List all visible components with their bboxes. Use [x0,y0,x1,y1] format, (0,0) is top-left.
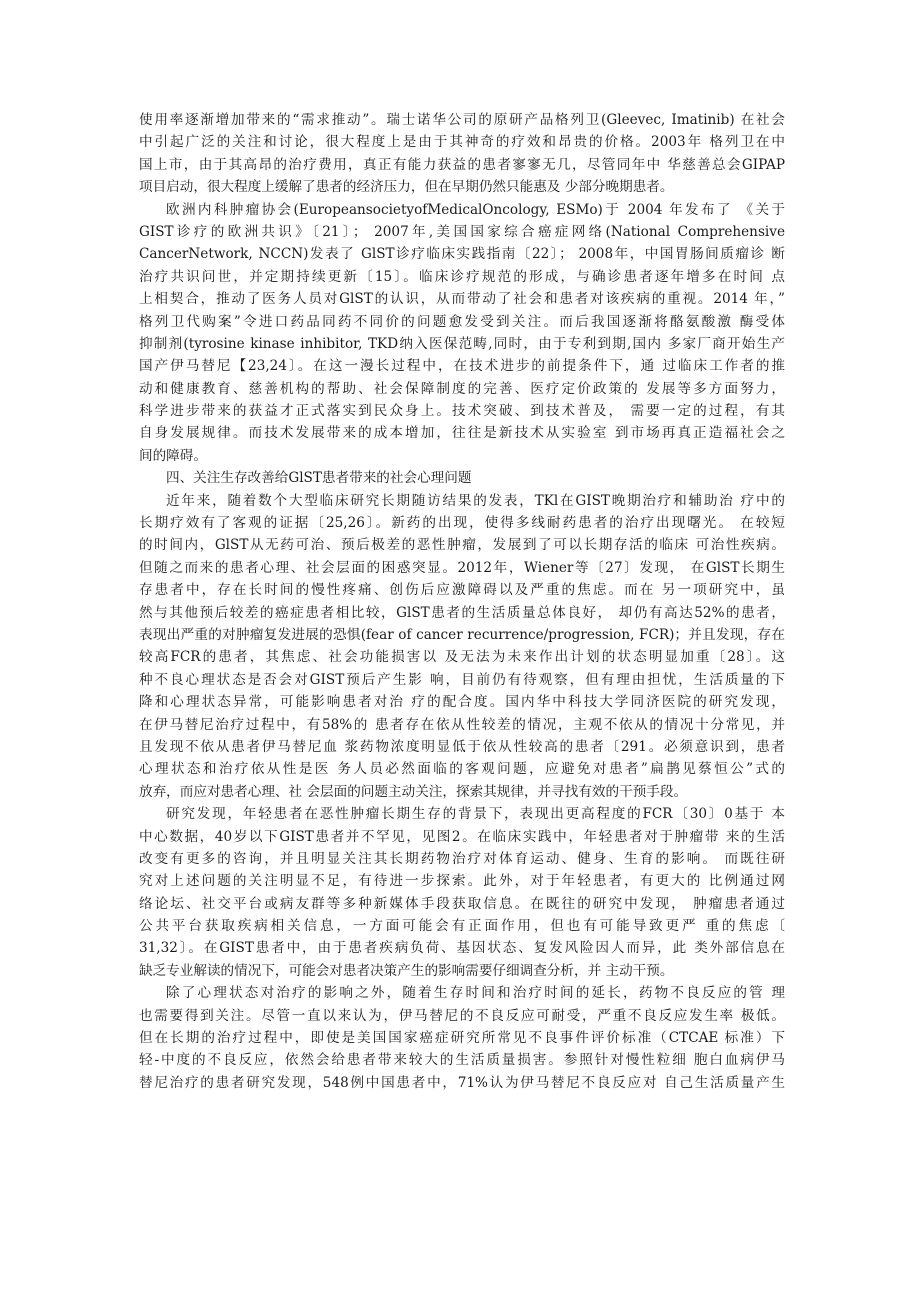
text-line: 长期疗效有了客观的证据〔25,26〕。新药的出现，使得多线耐药患者的治疗出现曙光。 在较短 [139,515,785,532]
text-line: 间的障碍。 [139,447,207,464]
text-line: 络论坛、社交平台或病友群等多种新媒体手段获取信息。在既往的研究中发现， 肿瘤患者通过 [139,895,785,912]
text-line: GIST诊疗的欧洲共识》〔21〕； 2007年,美国国家综合癌症网络(National Comprehensive [139,223,785,240]
text-line: 格列卫代购案”令进口药品同药不同价的问题愈发受到关注。而后我国逐渐将酪氨酸激 酶受体 [139,313,785,330]
text-line: 国上市，由于其高昂的治疗费用，真正有能力获益的患者寥寥无几，尽管同年中 华慈善总会GIPAP [139,156,785,173]
text-line: 放弃，而应对患者心理、社 会层面的问题主动关注，探索其规律，并寻找有效的干预手段。 [139,783,688,800]
text-line: 项目启动，很大程度上缓解了患者的经济压力，但在早期仍然只能惠及 少部分晚期患者。 [139,179,674,196]
text-line: 近年来，随着数个大型临床研究长期随访结果的发表，TKl在GIST晚期治疗和辅助治 疗中的 [166,492,785,509]
text-line: 心理状态和治疗依从性是医 务人员必然面临的客观问题，应避免对患者”扁鹊见蔡恒公”式的 [139,761,785,778]
text-line: 降和心理状态异常，可能影响患者对治 疗的配合度。国内华中科技大学同济医院的研究发现， [139,694,785,711]
text-line: 动和健康教育、慈善机构的帮助、社会保障制度的完善、医疗定价政策的 发展等多方面努力， [139,380,785,397]
text-line: 科学进步带来的获益才正式落实到民众身上。技术突破、到技术普及， 需要一定的过程，有其 [139,403,785,420]
document-body [139,109,785,1094]
text-line: 缺乏专业解读的情况下，可能会对患者决策产生的影响需要仔细调查分析，并 主动干预。 [139,962,674,979]
text-line: 种不良心理状态是否会对GIST预后产生影 响，目前仍有待观察，但有理由担忧，生活质量的下 [139,671,785,688]
text-line: 存患者中，存在长时间的慢性疼痛、创伤后应激障碍以及严重的焦虑。而在 另一项研究中，虽 [139,582,785,599]
text-line: 但在长期的治疗过程中，即使是美国国家癌症研究所常见不良事件评价标准（CTCAE 标准）下 [139,1030,785,1047]
text-line: 中引起广泛的关注和讨论，很大程度上是由于其神奇的疗效和昂贵的价格。2003年 格列卫在中 [139,134,785,151]
paragraph [139,199,785,468]
text-line: 31,32〕。在GIST患者中，由于患者疾病负荷、基因状态、复发风险因人而异，此 类外部信息在 [139,940,785,957]
text-line: 然与其他预后较差的癌症患者相比较，GlST患者的生活质量总体良好， 却仍有高达52%的患者， [139,604,785,621]
text-line: 但随之而来的患者心理、社会层面的困惑突显。2012年，Wiener等〔27〕发现， 在GlST长期生 [139,559,785,576]
text-line: 抑制剂(tyrosine kinase inhibitor, TKD纳入医保范畴,同时，由于专利到期,国内 多家厂商开始生产 [139,335,785,352]
text-line: 中心数据，40岁以下GIST患者并不罕见，见图2。在临床实践中，年轻患者对于肿瘤带 来的生活 [139,828,785,845]
document-page [139,109,785,1094]
text-line: 四、关注生存改善给GlST患者带来的社会心理问题 [166,470,472,487]
paragraph [139,490,785,803]
text-line: 在伊马替尼治疗过程中，有58%的 患者存在依从性较差的情况，主观不依从的情况十分常见，并 [139,716,785,733]
section-heading [139,467,785,489]
text-line: 自身发展规律。而技术发展带来的成本增加，往往是新技术从实验室 到市场再真正造福社会之 [139,425,785,442]
paragraph [139,803,785,982]
text-line: 研究发现，年轻患者在恶性肿瘤长期生存的背景下，表现出更高程度的FCR〔30〕0基于 本 [166,806,785,823]
text-line: 究对上述问题的关注明显不足，有待进一步探索。此外，对于年轻患者，有更大的 比例通过网 [139,873,785,890]
text-line: 且发现不依从患者伊马替尼血 浆药物浓度明显低于依从性较高的患者〔291。必须意识到，患者 [139,738,785,755]
text-line: 公共平台获取疾病相关信息，一方面可能会有正面作用，但也有可能导致更严 重的焦虑〔 [139,918,785,935]
text-line: 除了心理状态对治疗的影响之外，随着生存时间和治疗时间的延长，药物不良反应的管 理 [166,985,785,1002]
text-line: 替尼治疗的患者研究发现，548例中国患者中，71%认为伊马替尼不良反应对 自己生活质量产生 [139,1074,785,1091]
text-line: 治疗共识问世，并定期持续更新〔15〕。临床诊疗规范的形成，与确诊患者逐年增多在时间 点 [139,268,785,285]
text-line: 轻-中度的不良反应，依然会给患者带来较大的生活质量损害。参照针对慢性粒细 胞白血病伊马 [139,1052,785,1069]
text-line: 也需要得到关注。尽管一直以来认为，伊马替尼的不良反应可耐受，严重不良反应发生率 极低。 [139,1007,785,1024]
text-line: 使用率逐渐增加带来的“需求推动”。瑞士诺华公司的原研产品格列卫(Gleevec, Imatinib) 在社会 [139,112,785,128]
text-line: CancerNetwork, NCCN)发表了 GlST诊疗临床实践指南〔22〕； 2008年，中国胃肠间质瘤诊 断 [139,246,785,263]
text-line: 表现出严重的对肿瘤复发进展的恐惧(fear of cancer recurrence/progression, FCR)；并且发现，存在 [139,626,785,643]
text-line: 的时间内，GlST从无药可治、预后极差的恶性肿瘤，发展到了可以长期存活的临床 可治性疾病。 [139,537,785,554]
text-line: 欧洲内科肿瘤协会(EuropeansocietyofMedicalOncology, ESMo)于 2004 年发布了 《关于 [166,201,785,218]
text-line: 改变有更多的咨询，并且明显关注其长期药物治疗对体育运动、健身、生育的影响。 而既往研 [139,850,785,867]
paragraph [139,109,785,199]
text-line: 国产伊马替尼【23,24〕。在这一漫长过程中，在技术进步的前提条件下，通 过临床工作者的推 [139,358,785,375]
text-line: 上相契合，推动了医务人员对GlST的认识，从而带动了社会和患者对该疾病的重视。2014 年，” [139,291,785,308]
paragraph [139,982,785,1094]
text-line: 较高FCR的患者，其焦虑、社会功能损害以 及无法为未来作出计划的状态明显加重〔28〕。这 [139,649,785,666]
